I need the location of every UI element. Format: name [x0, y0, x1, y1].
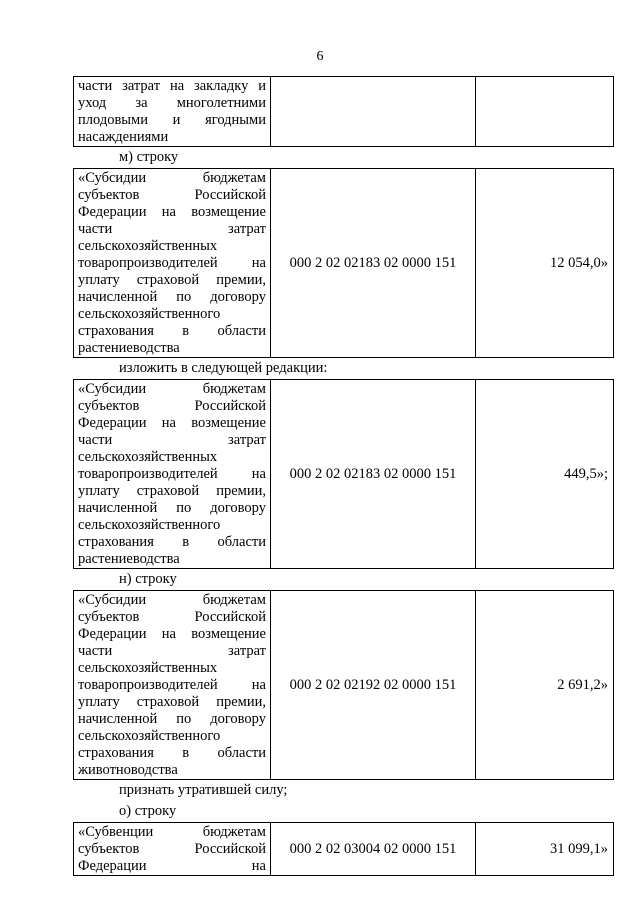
- text-line: субъектов Российской: [78, 609, 266, 625]
- text-line: плодовыми и ягодными: [78, 112, 266, 128]
- instruction-text: н) строку: [119, 571, 177, 587]
- text-line: части затрат: [78, 643, 266, 659]
- table-row: [74, 77, 614, 147]
- text-line: животноводства: [78, 762, 178, 778]
- text-line: уплату страховой премии,: [78, 483, 266, 499]
- text-line: части затрат на закладку и: [78, 78, 266, 94]
- page-number: 6: [316, 49, 324, 64]
- row-description: [74, 77, 271, 147]
- text-line: Федерации на возмещение: [78, 626, 266, 642]
- text-line: товаропроизводителей на: [78, 466, 266, 482]
- text-line: уход за многолетними: [78, 95, 266, 111]
- row-description: [74, 169, 271, 358]
- text-line: «Субсидии бюджетам: [78, 592, 266, 608]
- text-line: насаждениями: [78, 129, 169, 145]
- text-line: сельскохозяйственных: [78, 238, 218, 254]
- text-line: товаропроизводителей на: [78, 255, 266, 271]
- text-line: растениеводства: [78, 551, 180, 567]
- row-amount: 2 691,2»: [476, 591, 614, 780]
- text-line: части затрат: [78, 432, 266, 448]
- instruction-text: изложить в следующей редакции:: [119, 360, 328, 376]
- row-amount: [476, 77, 614, 147]
- instruction-text: о) строку: [119, 803, 177, 819]
- table-section: [73, 168, 614, 358]
- text-line: субъектов Российской: [78, 841, 266, 857]
- row-code: 000 2 02 02183 02 0000 151: [271, 380, 476, 569]
- text-line: Федерации на возмещение: [78, 204, 266, 220]
- text-line: сельскохозяйственного: [78, 517, 221, 533]
- text-line: страхования в области: [78, 534, 266, 550]
- row-amount: 449,5»;: [476, 380, 614, 569]
- text-line: товаропроизводителей на: [78, 677, 266, 693]
- text-line: начисленной по договору: [78, 289, 266, 305]
- table-row: [74, 169, 614, 358]
- row-amount: 12 054,0»: [476, 169, 614, 358]
- text-line: сельскохозяйственного: [78, 306, 221, 322]
- row-amount: 31 099,1»: [476, 823, 614, 876]
- row-description: [74, 591, 271, 780]
- text-line: части затрат: [78, 221, 266, 237]
- table-section: [73, 379, 614, 569]
- text-line: Федерации на возмещение: [78, 415, 266, 431]
- document-body: [73, 76, 613, 876]
- table-row: [74, 591, 614, 780]
- text-line: сельскохозяйственных: [78, 449, 218, 465]
- text-line: уплату страховой премии,: [78, 272, 266, 288]
- instruction-text: м) строку: [119, 149, 179, 165]
- row-description: [74, 823, 271, 876]
- text-line: субъектов Российской: [78, 187, 266, 203]
- text-line: уплату страховой премии,: [78, 694, 266, 710]
- row-code: 000 2 02 02183 02 0000 151: [271, 169, 476, 358]
- text-line: Федерации на: [78, 858, 266, 874]
- text-line: «Субсидии бюджетам: [78, 170, 266, 186]
- text-line: субъектов Российской: [78, 398, 266, 414]
- text-line: начисленной по договору: [78, 500, 266, 516]
- text-line: «Субвенции бюджетам: [78, 824, 266, 840]
- text-line: «Субсидии бюджетам: [78, 381, 266, 397]
- text-line: растениеводства: [78, 340, 180, 356]
- row-description: [74, 380, 271, 569]
- text-line: страхования в области: [78, 323, 266, 339]
- table-row: [74, 380, 614, 569]
- table-row: [74, 823, 614, 876]
- table-continuation: [73, 76, 614, 147]
- table-section: [73, 822, 614, 876]
- row-code: 000 2 02 03004 02 0000 151: [271, 823, 476, 876]
- text-line: страхования в области: [78, 745, 266, 761]
- row-code: 000 2 02 02192 02 0000 151: [271, 591, 476, 780]
- instruction-text: признать утратившей силу;: [119, 782, 288, 798]
- table-section: [73, 590, 614, 780]
- row-code: [271, 77, 476, 147]
- text-line: начисленной по договору: [78, 711, 266, 727]
- text-line: сельскохозяйственных: [78, 660, 218, 676]
- text-line: сельскохозяйственного: [78, 728, 221, 744]
